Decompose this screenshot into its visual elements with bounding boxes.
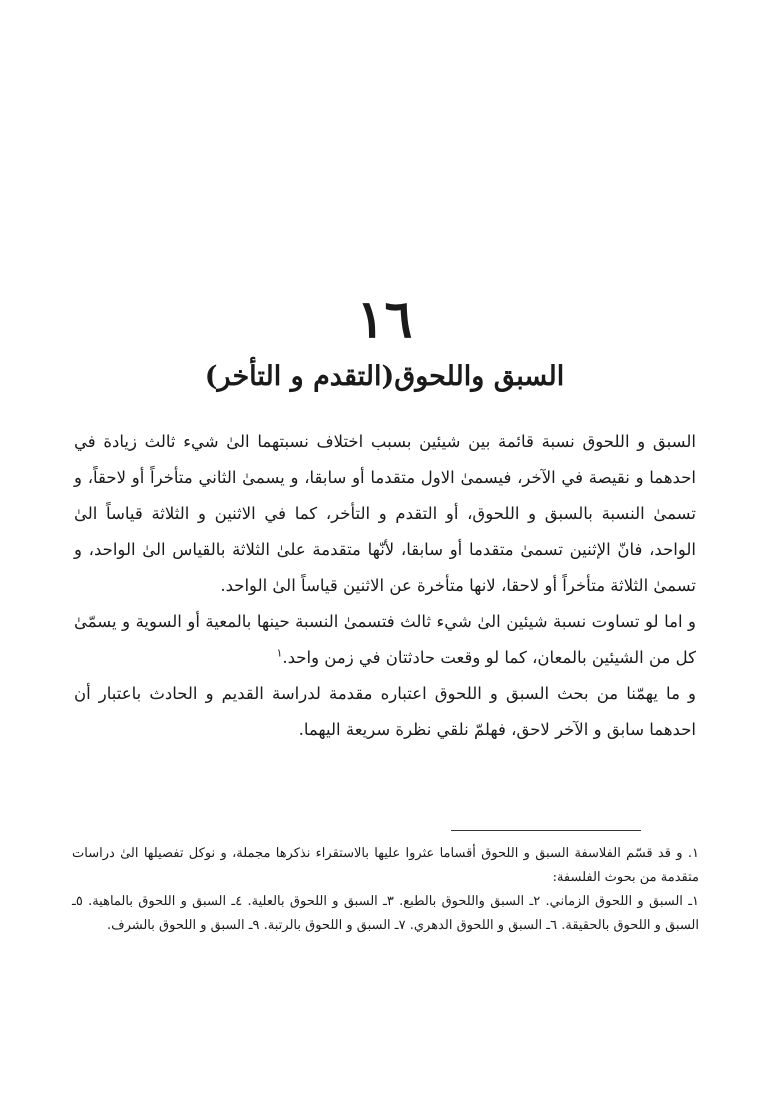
paragraph [74, 604, 696, 676]
chapter-number: ١٦ [356, 289, 413, 350]
footnote: ١ـ السبق و اللحوق الزماني. ٢ـ السبق واللحوق بالطبع. ٣ـ السبق و اللحوق بالعلية. ٤ـ السبق و اللحوق بالماهية. ٥ـ السبق و اللحوق بالحقيقة. ٦ـ السبق و اللحوق الدهري. ٧ـ السبق و اللحوق بالرتبة. ٩ـ السبق و اللحوق بالشرف. [72, 894, 699, 933]
paragraph [74, 424, 696, 604]
paragraph-text: و اما لو تساوت نسبة شيئين الیٰ شيء ثالث فتسمیٰ النسبة حينها بالمعية أو السوية و يسمّیٰ كل من الشيئين بالمعان، كما لو وقعت حادثتان في زمن واحد. [74, 612, 696, 667]
paragraph-text: و ما يهمّنا من بحث السبق و اللحوق اعتباره مقدمة لدراسة القديم و الحادث باعتبار أن احدهما سابق و الآخر لاحق، فهلمّ نلقي نظرة سريعة اليهما. [74, 684, 696, 739]
chapter-title: السبق واللحوق(التقدم و التأخر) [204, 361, 565, 392]
footnote-reference: ١ [276, 646, 283, 660]
paragraph-text: السبق و اللحوق نسبة قائمة بين شيئين بسبب اختلاف نسبتهما الیٰ شيء ثالث زيادة في احدهما و نقيصة في الآخر، فيسمیٰ الاول متقدما أو سابقا، و يسمیٰ الثاني متأخراً أو لاحقاً، و تسمیٰ النسبة بالسبق و اللحوق، أو التقدم و التأخر، كما في الاثنين و الثلاثة قياساً الیٰ الواحد، فانّ الإثنين تسمیٰ متقدما أو سابقا، لأنّها متقدمة علیٰ الثلاثة بالقياس الیٰ الواحد، و تسمیٰ الثلاثة متأخراً أو لاحقا، لانها متأخرة عن الاثنين قياساً الیٰ الواحد. [74, 432, 696, 595]
paragraph [74, 676, 696, 748]
footnote-divider [451, 830, 641, 831]
body-text [74, 424, 696, 748]
footnotes [72, 842, 699, 938]
footnote: ١. و قد قسّم الفلاسفة السبق و اللحوق أقساما عثروا عليها بالاستقراء نذكرها مجملة، و نوكل تفصيلها الیٰ دراسات متقدمة من بحوث الفلسفة: [72, 846, 699, 885]
